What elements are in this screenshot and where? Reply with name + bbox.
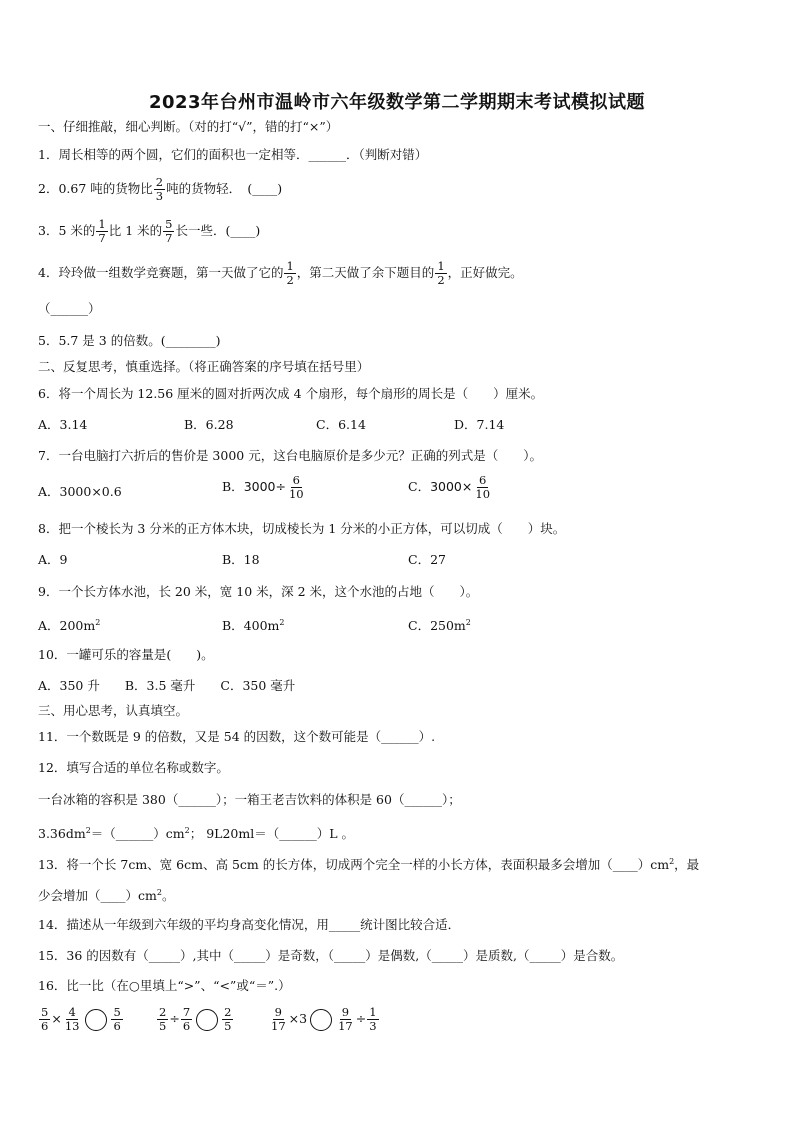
q7-option-c [408, 474, 493, 501]
q16e1-frac-1 [39, 1006, 50, 1033]
q16e2-d2: 6 [182, 1019, 191, 1033]
question-10: 10．一罐可乐的容量是( )。 [38, 647, 214, 662]
section-1-heading: 一、仔细推敲，细心判断。（对的打“√”，错的打“×”） [38, 119, 339, 134]
q12b-exp-2: 2 [184, 826, 190, 835]
question-13 [38, 853, 699, 874]
q4-fraction-2 [435, 260, 446, 287]
q7-b-label: B． [222, 479, 244, 494]
q16e3-compare-circle[interactable] [310, 1009, 332, 1031]
question-5: 5．5.7 是 3 的倍数。(________) [38, 333, 221, 348]
q9-a-exponent: 2 [95, 618, 101, 627]
q7-c-fraction [473, 474, 492, 501]
q16e3-op2: ÷ [355, 1011, 367, 1026]
q7-b-den: 10 [288, 487, 304, 501]
q4-text-a: 4．玲玲做一组数学竞赛题，第一天做了它的 [38, 265, 284, 280]
q10-options: A．350 升 B．3.5 毫升 C．350 毫升 [38, 678, 296, 693]
q7-c-den: 10 [475, 487, 491, 501]
q16e2-d1: 5 [159, 1019, 167, 1033]
q16e2-n2: 7 [182, 1005, 191, 1019]
q16e3-d1: 17 [271, 1019, 286, 1033]
q2-text-a: 2．0.67 吨的货物比 [38, 181, 153, 196]
q16e2-frac-1 [157, 1006, 168, 1033]
q4-text-c: ，正好做完。 [447, 265, 523, 280]
q13-text-a: 13．将一个长 7cm、宽 6cm、高 5cm 的长方体，切成两个完全一样的小长方体，表面积最多会增加（____）cm [38, 857, 670, 873]
q9-c-exponent: 2 [465, 618, 471, 627]
q2-numerator: 2 [155, 175, 164, 189]
q8-option-c: C．27 [408, 552, 446, 567]
q16e3-frac-3 [367, 1006, 378, 1033]
q7-c-label: C． [408, 479, 431, 494]
q6-option-c: C．6.14 [316, 417, 366, 432]
q16e1-d1: 6 [41, 1019, 49, 1033]
q7-c-num: 6 [479, 473, 487, 487]
q16e3-frac-2 [336, 1006, 355, 1033]
q7-b-expr: 3000÷ [243, 479, 286, 494]
q12b-text-c: ； 9L20ml＝（______）L 。 [189, 826, 354, 842]
q7-c-expr: 3000× [430, 479, 473, 494]
question-12: 12．填写合适的单位名称或数字。 [38, 760, 229, 775]
q3-text-a: 3．5 米的 [38, 223, 96, 238]
q4-answer-blank: （______） [38, 301, 101, 316]
q7-b-num: 6 [292, 473, 300, 487]
q16e3-n1: 9 [274, 1005, 282, 1019]
q13-text-b: ，最 [674, 857, 700, 873]
q7-option-a: A．3000×0.6 [38, 484, 122, 499]
page-title: 2023年台州市温岭市六年级数学第二学期期末考试模拟试题 [148, 92, 646, 113]
q4-num-1: 1 [286, 259, 294, 273]
q3-fraction-1 [96, 218, 107, 245]
q16e2-compare-circle[interactable] [196, 1009, 218, 1031]
q16e1-d3: 6 [113, 1019, 121, 1033]
q8-option-a: A．9 [38, 552, 68, 567]
q3-den-2: 7 [165, 231, 173, 245]
q16e2-op: ÷ [169, 1011, 180, 1026]
q16e1-n2: 4 [68, 1005, 76, 1019]
section-2-heading: 二、反复思考，慎重选择。（将正确答案的序号填在括号里） [38, 359, 370, 374]
question-4 [38, 260, 523, 287]
section-3-heading: 三、用心思考，认真填空。 [38, 703, 189, 718]
question-14: 14．描述从一年级到六年级的平均身高变化情况，用_____统计图比较合适． [38, 917, 461, 932]
q9-option-a [38, 614, 100, 635]
q3-text-c: 长一些．(____) [175, 223, 261, 238]
q13-exp-1: 2 [669, 857, 675, 866]
q12-line-b [38, 822, 354, 843]
question-16: 16．比一比（在○里填上“>”、“<”或“＝”.） [38, 978, 291, 993]
q16-expression-1 [38, 1006, 124, 1033]
q3-fraction-2 [163, 218, 174, 245]
q2-text-b: 吨的货物轻． (____) [166, 181, 283, 196]
q3-num-1: 1 [98, 217, 106, 231]
question-11: 11．一个数既是 9 的倍数，又是 54 的因数，这个数可能是（______）. [38, 729, 436, 744]
q16e3-d2: 17 [338, 1019, 353, 1033]
question-1: 1．周长相等的两个圆，它们的面积也一定相等．______．（判断对错） [38, 147, 428, 162]
q6-option-a: A．3.14 [38, 417, 88, 432]
q12-line-a: 一台冰箱的容积是 380（______）；一箱王老吉饮料的体积是 60（______）； [38, 792, 461, 807]
q4-den-1: 2 [286, 273, 294, 287]
q16-expression-2 [156, 1006, 234, 1033]
q16e3-d3: 3 [369, 1019, 377, 1033]
q16e2-d3: 5 [224, 1019, 232, 1033]
question-15: 15．36 的因数有（_____）,其中（_____）是奇数，（_____）是偶数,（_____）是质数,（_____）是合数。 [38, 948, 624, 963]
q16e3-op: ×3 [288, 1011, 308, 1026]
q3-text-b: 比 1 米的 [108, 223, 163, 238]
q13-exp-2: 2 [156, 888, 162, 897]
q16e1-frac-2 [63, 1006, 82, 1033]
q4-den-2: 2 [437, 273, 445, 287]
q7-option-b [222, 474, 307, 501]
q13-text-c: 少会增加（____）cm [38, 888, 157, 904]
q16e3-n2: 9 [341, 1005, 350, 1019]
q16e2-n3: 2 [224, 1005, 232, 1019]
question-8: 8．把一个棱长为 3 分米的正方体木块，切成棱长为 1 分米的小正方体，可以切成（ ）块。 [38, 521, 566, 536]
q16e1-op: × [51, 1011, 62, 1026]
q3-den-1: 7 [98, 231, 106, 245]
q16e3-n3: 1 [369, 1005, 377, 1019]
question-2 [38, 176, 282, 203]
q16e2-frac-2 [181, 1006, 192, 1033]
q16e1-compare-circle[interactable] [85, 1009, 107, 1031]
q7-b-fraction [287, 474, 306, 501]
q16e3-frac-1 [269, 1006, 288, 1033]
q4-text-b: ，第二天做了余下题目的 [296, 265, 435, 280]
q3-num-2: 5 [165, 217, 173, 231]
q4-fraction-1 [284, 260, 295, 287]
q16e1-n1: 5 [41, 1005, 49, 1019]
q16e1-n3: 5 [113, 1005, 121, 1019]
q12b-text-a: 3.36dm [38, 826, 86, 842]
q9-option-c [408, 614, 471, 635]
q9-option-b [222, 614, 285, 635]
q13-text-d: 。 [161, 888, 175, 904]
q16-expression-3 [268, 1006, 380, 1033]
q8-option-b: B．18 [222, 552, 260, 567]
q16e1-d2: 13 [64, 1019, 80, 1033]
q9-b-exponent: 2 [279, 618, 285, 627]
q16e2-frac-3 [222, 1006, 233, 1033]
q9-c-text: C．250m [408, 618, 466, 634]
q2-fraction [154, 176, 165, 203]
q12b-exp-1: 2 [85, 826, 91, 835]
q9-b-text: B．400m [222, 618, 280, 634]
q16e2-n1: 2 [159, 1005, 167, 1019]
q6-option-b: B．6.28 [184, 417, 234, 432]
question-9: 9．一个长方体水池，长 20 米，宽 10 米，深 2 米，这个水池的占地（ ）。 [38, 584, 479, 599]
q9-a-text: A．200m [38, 618, 96, 634]
question-3 [38, 218, 260, 245]
q4-num-2: 1 [437, 259, 445, 273]
question-7: 7．一台电脑打六折后的售价是 3000 元，这台电脑原价是多少元？正确的列式是（ ）。 [38, 448, 542, 463]
q12b-text-b: ＝（______）cm [90, 826, 185, 842]
q2-denominator: 3 [155, 189, 164, 203]
q6-option-d: D．7.14 [454, 417, 505, 432]
question-6: 6．将一个周长为 12.56 厘米的圆对折两次成 4 个扇形，每个扇形的周长是（ ）厘米。 [38, 386, 544, 401]
q16e1-frac-3 [111, 1006, 122, 1033]
question-13-cont [38, 884, 174, 905]
